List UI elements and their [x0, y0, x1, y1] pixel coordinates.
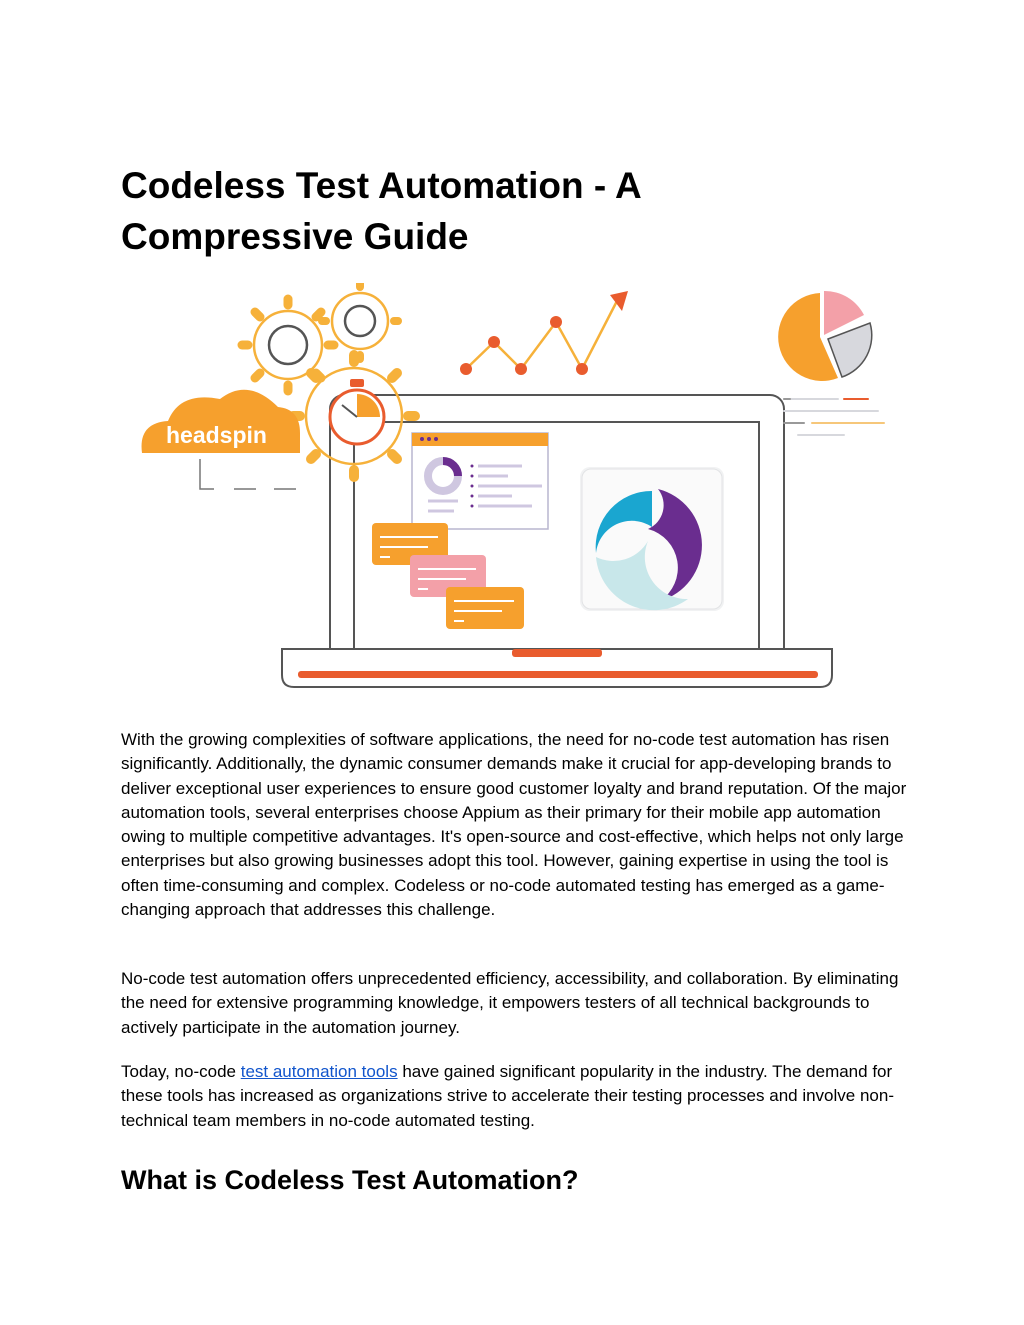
- paragraph-intro: With the growing complexities of software applications, the need for no-code test automation has risen significantly. Additionally, the dynamic consumer demands make it crucial for app-developing brands to deliver exceptional user experiences to ensure good customer loyalty and brand reputation. Of the major automation tools, several enterprises choose Appium as their primary for their mobile app automation owing to multiple competitive advantages. It's open-source and cost-effective, which helps not only large enterprises but also growing businesses adopt this tool. However, gaining expertise in using the tool is often time-consuming and complex. Codeless or no-code automated testing has emerged as a game-changing approach that addresses this challenge.: [121, 730, 907, 920]
- stopwatch-icon: [330, 379, 384, 444]
- paragraph-popularity-start: Today, no-code: [121, 1062, 241, 1081]
- page-title-line-1: Codeless Test Automation - A: [121, 165, 642, 206]
- section-heading: What is Codeless Test Automation?: [121, 1165, 579, 1195]
- brand-text: headspin: [166, 422, 267, 448]
- app-logo-icon: [580, 467, 724, 611]
- paragraph-popularity: [121, 1060, 911, 1133]
- test-automation-tools-link[interactable]: test automation tools: [240, 1062, 398, 1081]
- hero-illustration: [128, 283, 888, 695]
- paragraph-benefits: No-code test automation offers unprecedented efficiency, accessibility, and collaboration. By eliminating the need for extensive programming knowledge, it empowers testers of all technical backgrounds to actively participate in the automation journey.: [121, 969, 899, 1037]
- pie-chart-icon: [778, 291, 872, 381]
- paragraph-popularity-end: have gained significant popularity in the industry. The demand for these tools has increased as organizations strive to accelerate their testing processes and involve non-technical team members in no-code automated testing.: [121, 1062, 894, 1130]
- page-title-line-2: Compressive Guide: [121, 216, 469, 257]
- text-lines-icon: [784, 399, 884, 435]
- line-chart-icon: [460, 291, 628, 375]
- page-title: [121, 160, 901, 262]
- headspin-logo: [142, 390, 300, 489]
- dashboard-window-icon: [412, 433, 548, 529]
